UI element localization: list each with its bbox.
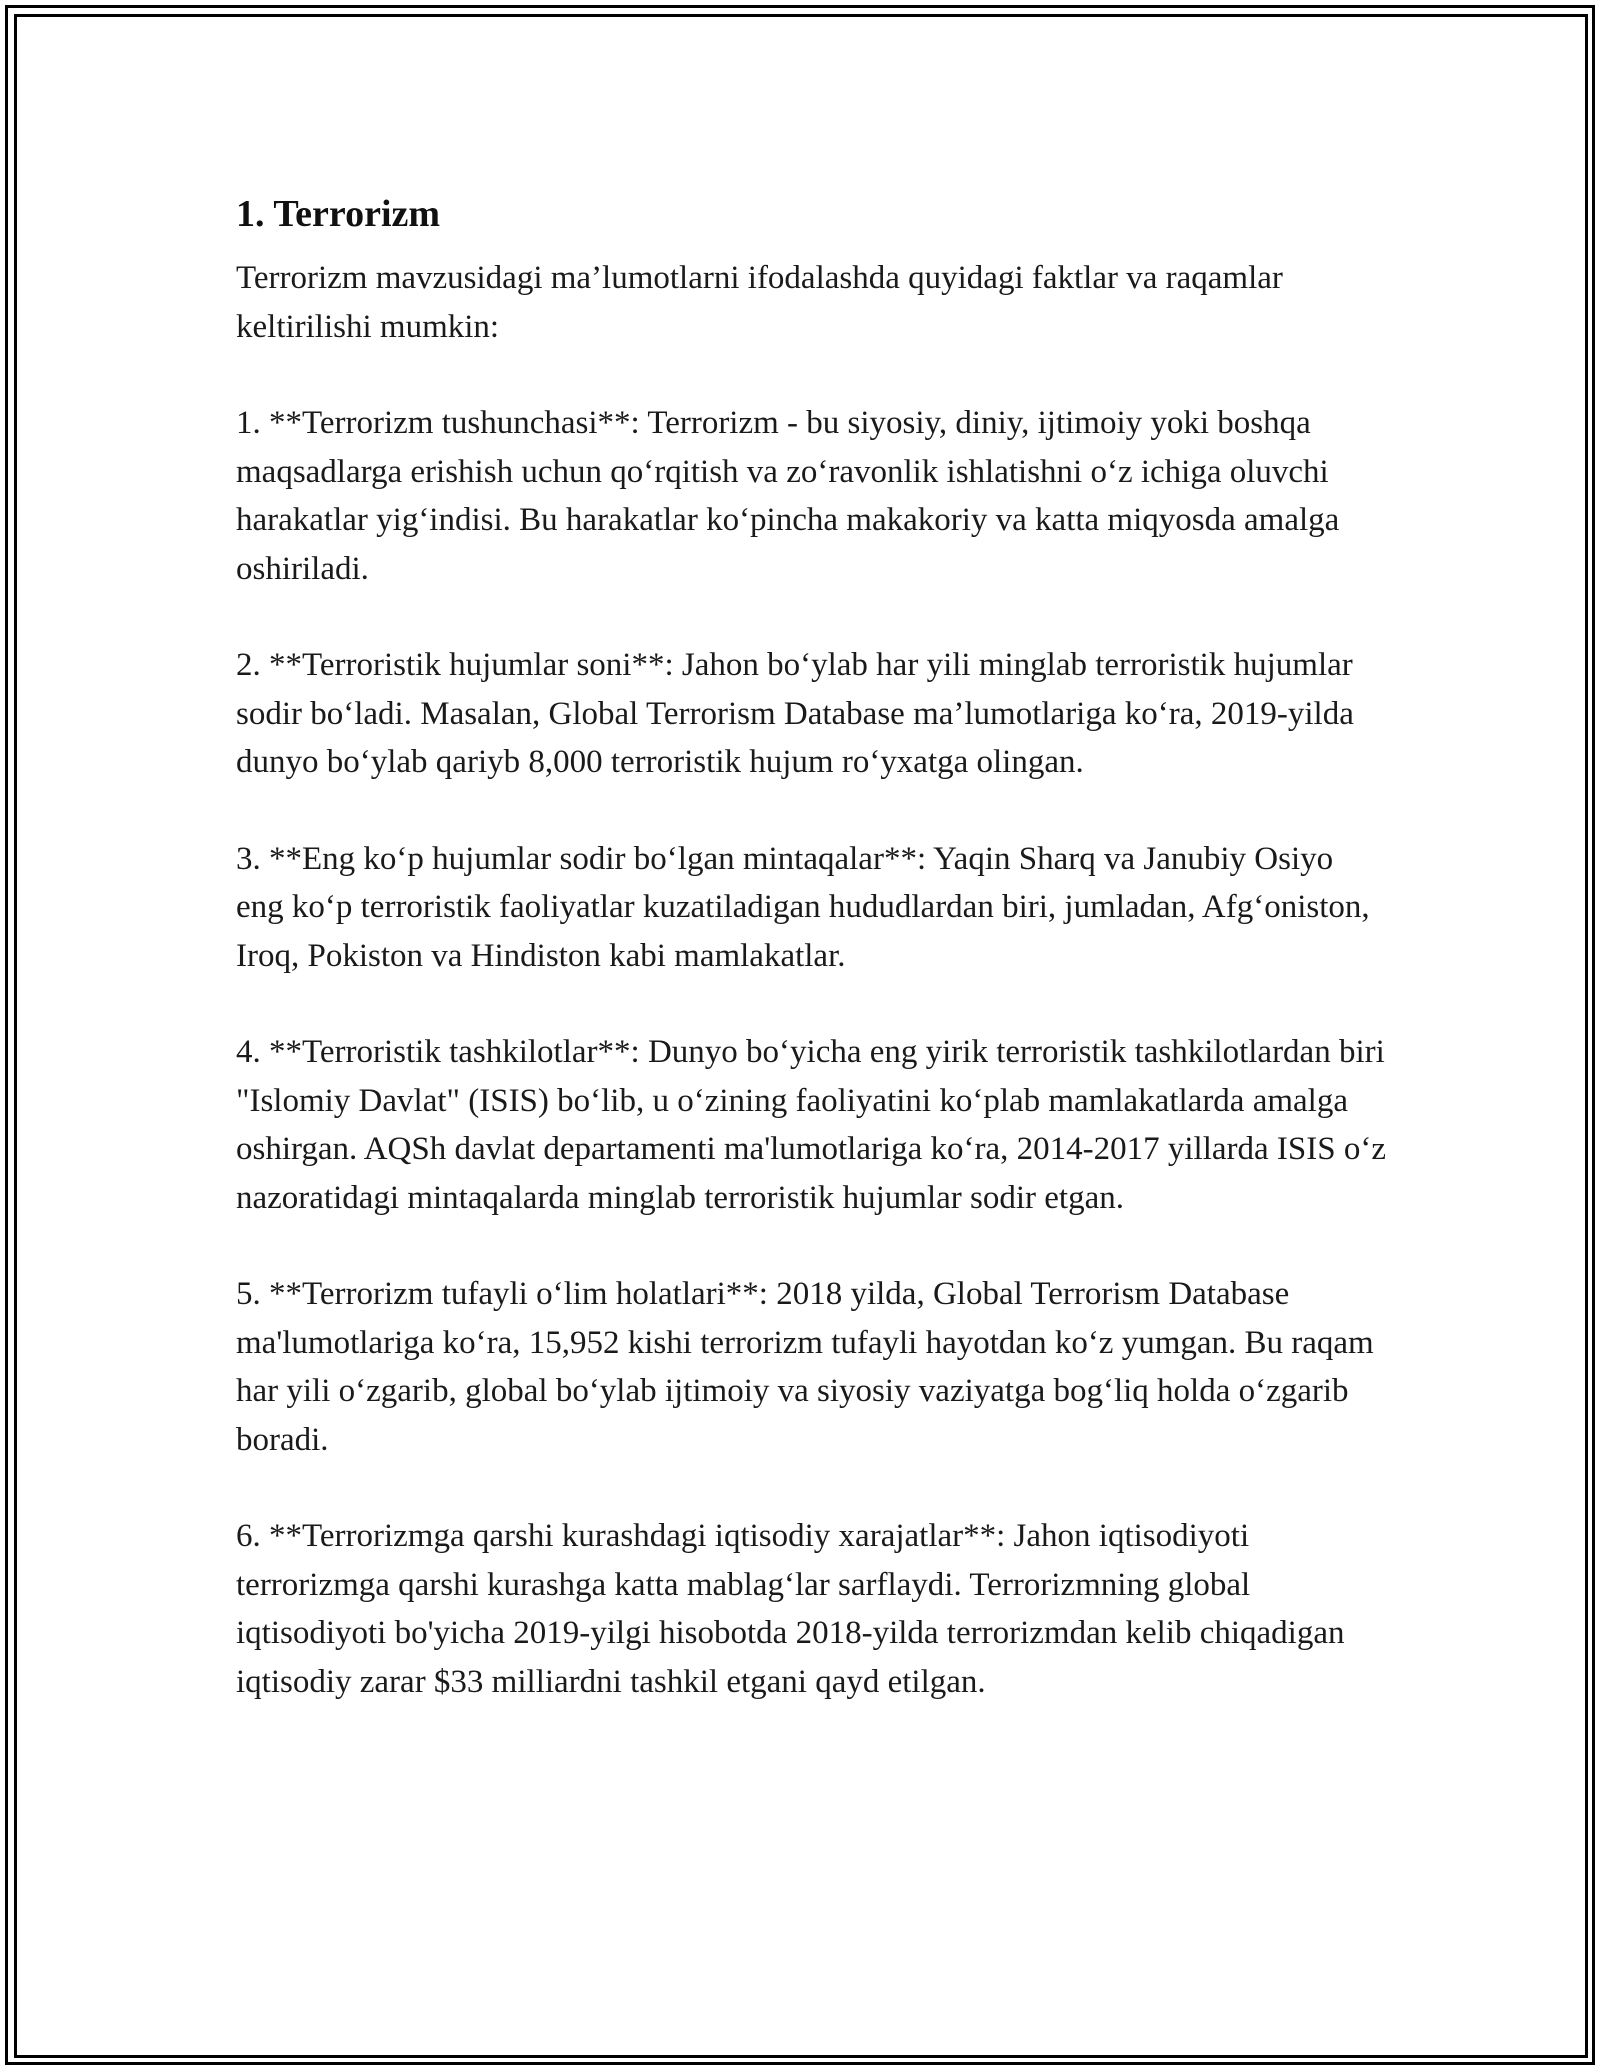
list-item-economic-costs: 6. **Terrorizmga qarshi kurashdagi iqtisodiy xarajatlar**: Jahon iqtisodiyoti terrorizmga qarshi kurashga katta mablag‘lar sarflaydi. Terrorizmning global iqtisodiyoti bo'yicha 2019-yilgi hisobotda 2018-yilda terrorizmdan kelib chiqadigan iqtisodiy zarar $33 milliardni tashkil etgani qayd etilgan. — [236, 1518, 1345, 1700]
list-item-regions: 3. **Eng ko‘p hujumlar sodir bo‘lgan mintaqalar**: Yaqin Sharq va Janubiy Osiyo eng ko‘p terroristik faoliyatlar kuzatiladigan hududlardan biri, jumladan, Afg‘oniston, Iroq, Pokiston va Hindiston kabi mamlakatlar. — [236, 840, 1370, 974]
list-item-organizations: 4. **Terroristik tashkilotlar**: Dunyo bo‘yicha eng yirik terroristik tashkilotlardan biri "Islomiy Davlat" (ISIS) bo‘lib, u o‘zining faoliyatini ko‘plab mamlakatlarda amalga oshirgan. AQSh davlat departamenti ma'lumotlariga ko‘ra, 2014-2017 yillarda ISIS o‘z nazoratidagi mintaqalarda minglab terroristik hujumlar sodir etgan. — [236, 1034, 1386, 1216]
list-item-terrorism-concept: 1. **Terrorizm tushunchasi**: Terrorizm - bu siyosiy, diniy, ijtimoiy yoki boshqa maqsadlarga erishish uchun qo‘rqitish va zo‘ravonlik ishlatishni o‘z ichiga oluvchi harakatlar yig‘indisi. Bu harakatlar ko‘pincha makakoriy va katta miqyosda amalga oshiriladi. — [236, 405, 1340, 587]
document-body — [236, 186, 1386, 1754]
list-item-deaths: 5. **Terrorizm tufayli o‘lim holatlari**: 2018 yilda, Global Terrorism Database ma'lumotlariga ko‘ra, 15,952 kishi terrorizm tufayli hayotdan ko‘z yumgan. Bu raqam har yili o‘zgarib, global bo‘ylab ijtimoiy va siyosiy vaziyatga bog‘liq holda o‘zgarib boradi. — [236, 1276, 1374, 1458]
list-item-attack-count: 2. **Terroristik hujumlar soni**: Jahon bo‘ylab har yili minglab terroristik hujumlar sodir bo‘ladi. Masalan, Global Terrorism Database ma’lumotlariga ko‘ra, 2019-yilda dunyo bo‘ylab qariyb 8,000 terroristik hujum ro‘yxatga olingan. — [236, 647, 1354, 780]
section-heading: 1. Terrorizm — [236, 193, 441, 235]
intro-paragraph: Terrorizm mavzusidagi ma’lumotlarni ifodalashda quyidagi faktlar va raqamlar keltirilishi mumkin: — [236, 260, 1283, 345]
